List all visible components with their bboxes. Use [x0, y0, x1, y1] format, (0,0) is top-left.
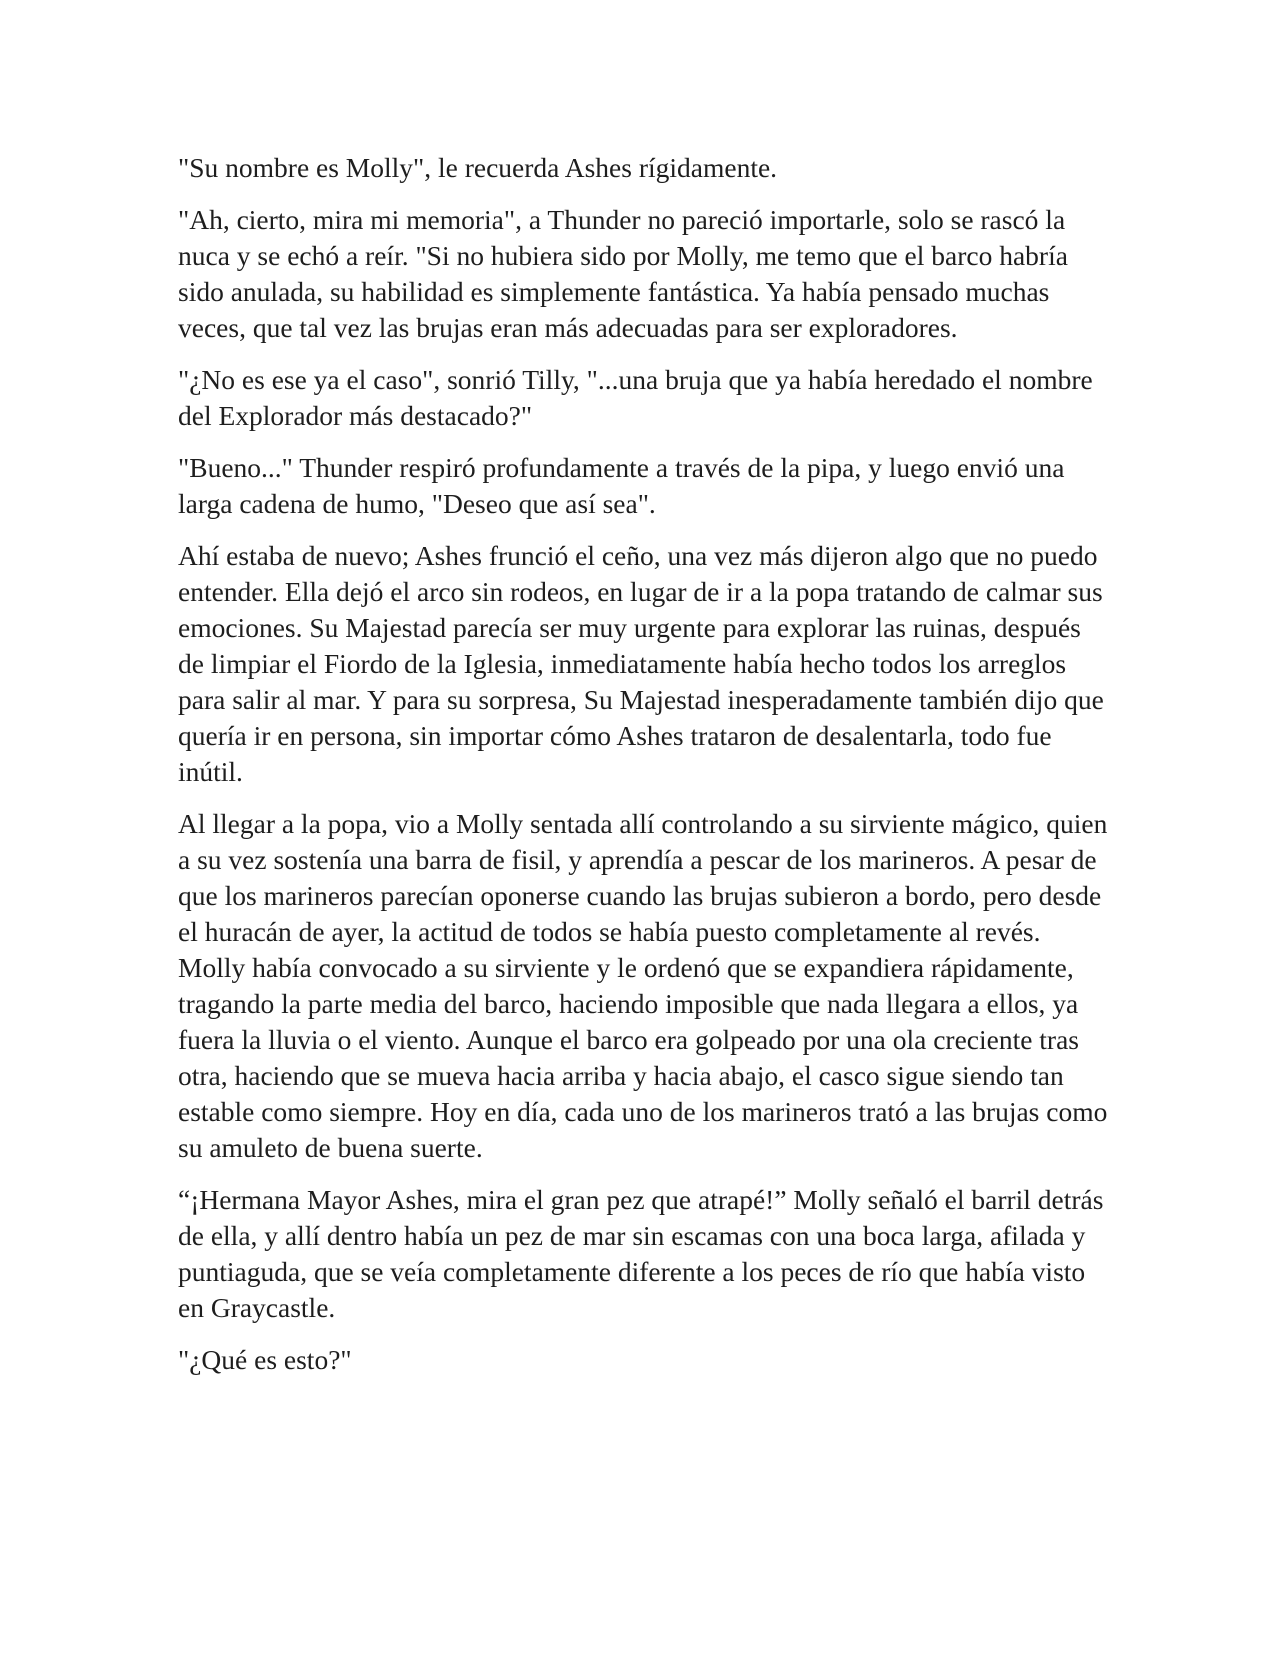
paragraph-7: “¡Hermana Mayor Ashes, mira el gran pez que atrapé!” Molly señaló el barril detrás de ella, y allí dentro había un pez de mar sin escamas con una boca larga, afilada y puntiaguda, que se veía completamente diferente a los peces de río que había visto en Graycastle.: [178, 1184, 1104, 1323]
paragraph-1: "Su nombre es Molly", le recuerda Ashes rígidamente.: [178, 152, 778, 183]
document-body: [178, 150, 1108, 1394]
paragraph-5: Ahí estaba de nuevo; Ashes frunció el ceño, una vez más dijeron algo que no puedo entender. Ella dejó el arco sin rodeos, en lugar de ir a la popa tratando de calmar sus emociones. Su Majestad parecía ser muy urgente para explorar las ruinas, después de limpiar el Fiordo de la Iglesia, inmediatamente había hecho todos los arreglos para salir al mar. Y para su sorpresa, Su Majestad inesperadamente también dijo que quería ir en persona, sin importar cómo Ashes trataron de desalentarla, todo fue inútil.: [178, 540, 1104, 787]
paragraph-2: "Ah, cierto, mira mi memoria", a Thunder no pareció importarle, solo se rascó la nuca y se echó a reír. "Si no hubiera sido por Molly, me temo que el barco habría sido anulada, su habilidad es simplemente fantástica. Ya había pensado muchas veces, que tal vez las brujas eran más adecuadas para ser exploradores.: [178, 204, 1068, 343]
paragraph-4: "Bueno..." Thunder respiró profundamente a través de la pipa, y luego envió una larga cadena de humo, "Deseo que así sea".: [178, 452, 1065, 519]
paragraph-6: Al llegar a la popa, vio a Molly sentada allí controlando a su sirviente mágico, quien a su vez sostenía una barra de fisil, y aprendía a pescar de los marineros. A pesar de que los marineros parecían oponerse cuando las brujas subieron a bordo, pero desde el huracán de ayer, la actitud de todos se había puesto completamente al revés. Molly había convocado a su sirviente y le ordenó que se expandiera rápidamente, tragando la parte media del barco, haciendo imposible que nada llegara a ellos, ya fuera la lluvia o el viento. Aunque el barco era golpeado por una ola creciente tras otra, haciendo que se mueva hacia arriba y hacia abajo, el casco sigue siendo tan estable como siempre. Hoy en día, cada uno de los marineros trató a las brujas como su amuleto de buena suerte.: [178, 808, 1108, 1163]
paragraph-3: "¿No es ese ya el caso", sonrió Tilly, "...una bruja que ya había heredado el nombre del Explorador más destacado?": [178, 364, 1093, 431]
paragraph-8: "¿Qué es esto?": [178, 1344, 352, 1375]
